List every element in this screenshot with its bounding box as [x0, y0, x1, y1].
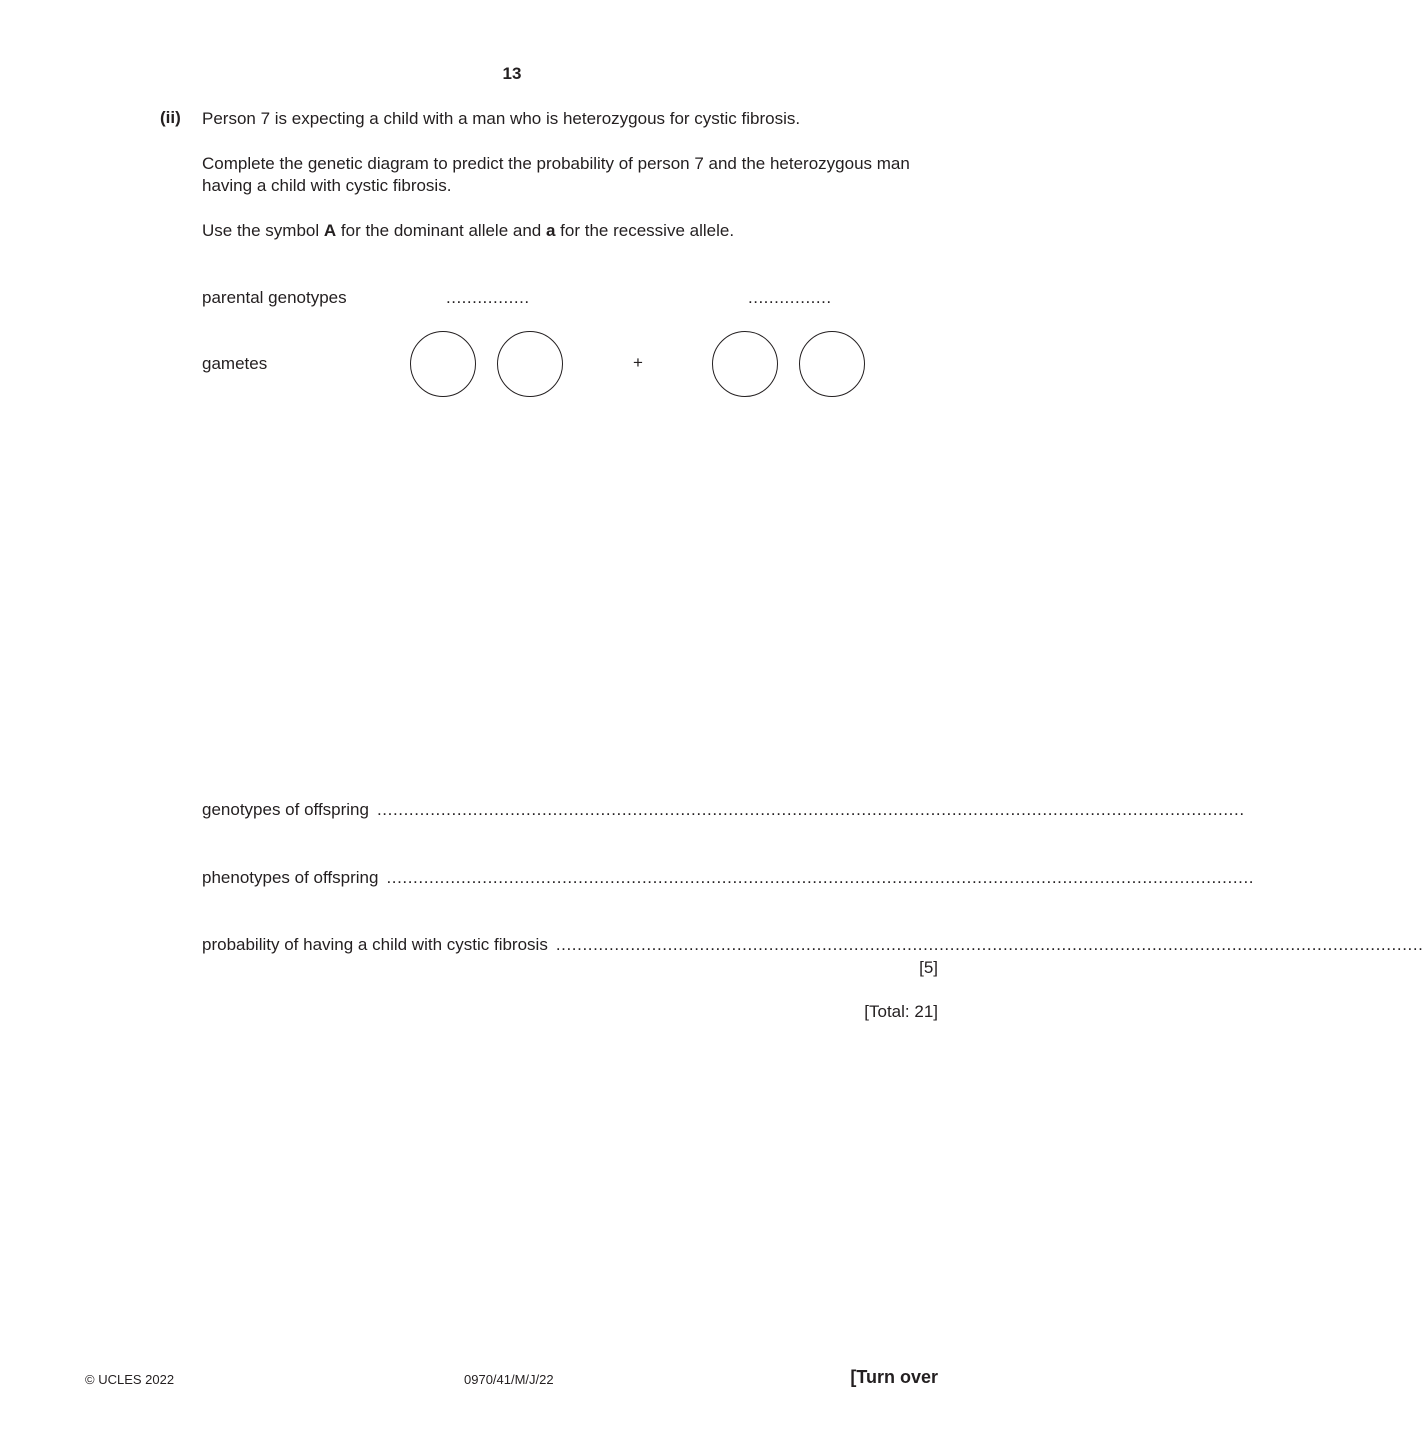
gamete-circle-2[interactable]	[497, 331, 563, 397]
probability-label: probability of having a child with cystic fibrosis	[202, 935, 548, 954]
cross-symbol: +	[633, 353, 643, 372]
total-marks-label: [Total: 21]	[864, 1002, 938, 1021]
question-number: (ii)	[160, 108, 181, 127]
symbol-text-3: for the recessive allele.	[555, 221, 735, 240]
gamete-circle-3[interactable]	[712, 331, 778, 397]
gametes-label: gametes	[202, 354, 268, 373]
gamete-circle-4[interactable]	[799, 331, 865, 397]
dominant-allele-symbol: A	[323, 221, 337, 240]
genotypes-answer-blank[interactable]: ...................................................................................................................................................................	[376, 800, 1245, 819]
parent1-genotype-blank[interactable]: ................	[446, 288, 530, 307]
parental-genotypes-label: parental genotypes	[202, 288, 347, 307]
parent2-genotype-blank[interactable]: ................	[748, 288, 832, 307]
phenotypes-answer-blank[interactable]: ...................................................................................................................................................................	[386, 868, 1255, 887]
page-number: 13	[502, 64, 522, 83]
phenotypes-answer-line	[202, 868, 1255, 888]
symbol-instruction	[202, 220, 942, 242]
turn-over-label: [Turn over	[850, 1367, 938, 1387]
question-instruction: Complete the genetic diagram to predict the probability of person 7 and the heterozygous man having a child with cystic fibrosis.	[202, 154, 910, 195]
symbol-text-2: for the dominant allele and	[336, 221, 546, 240]
genotypes-answer-line	[202, 800, 1245, 820]
probability-answer-line	[202, 935, 1424, 955]
symbol-text-1: Use the symbol	[202, 221, 324, 240]
probability-answer-blank[interactable]: ...................................................................................................................................................................	[555, 935, 1424, 954]
genotypes-label: genotypes of offspring	[202, 800, 369, 819]
gamete-circle-1[interactable]	[410, 331, 476, 397]
marks-label: [5]	[919, 958, 938, 977]
recessive-allele-symbol: a	[545, 221, 556, 240]
copyright-footer: © UCLES 2022	[85, 1372, 175, 1387]
question-intro: Person 7 is expecting a child with a man who is heterozygous for cystic fibrosis.	[202, 109, 801, 128]
paper-code-footer: 0970/41/M/J/22	[464, 1372, 554, 1387]
phenotypes-label: phenotypes of offspring	[202, 868, 379, 887]
